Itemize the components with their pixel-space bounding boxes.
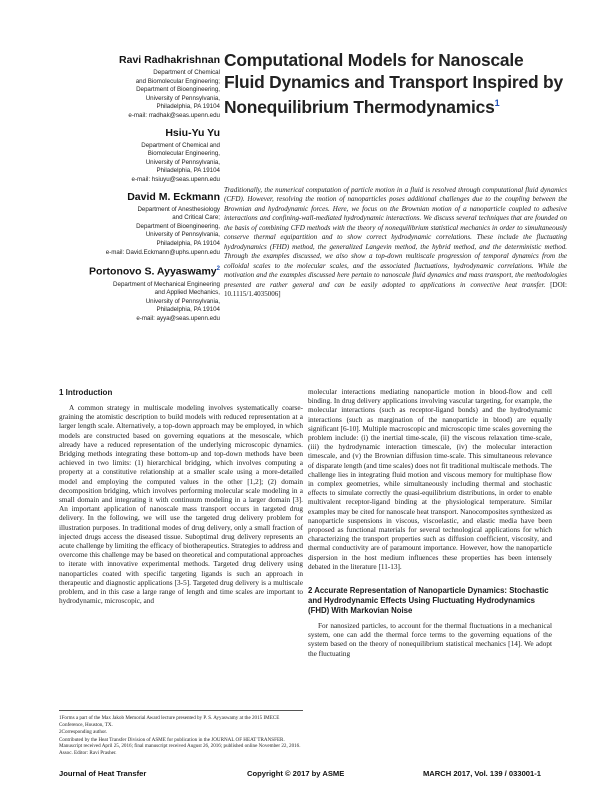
- affiliation-line: University of Pennsylvania,: [145, 231, 220, 239]
- copyright: Copyright © 2017 by ASME: [247, 769, 345, 778]
- body-column-right: [308, 388, 552, 659]
- affiliation-line: and Critical Care;: [172, 214, 220, 222]
- page-footer: [59, 768, 541, 780]
- affiliation-line: Department of Chemical: [153, 69, 220, 76]
- footnote: 1Forms a part of the Max Jakob Memorial Award lecture presented by P. S. Ayyaswamy at the 2015 IMECE Conference, Houston, TX.: [59, 715, 280, 728]
- paragraph: For nanosized particles, to account for the thermal fluctuations in a mechanical system, one can add the thermal force terms to the governing equations of the system based on the theory of nonequilibrium statistical mechanics [14]. We adopt the fluctuating: [308, 622, 552, 658]
- section-heading: 2 Accurate Representation of Nanoparticle Dynamics: Stochastic and Hydrodynamic Effects Using Fluctuating Hydrodynamics (FHD) With Markovian Noise: [308, 586, 549, 616]
- doi-link[interactable]: [DOI: 10.1115/1.4035006]: [224, 280, 567, 298]
- affiliation-line: Philadelphia, PA 19104: [156, 103, 220, 111]
- abstract: [224, 186, 567, 299]
- body-column-left: [59, 388, 303, 606]
- footnote: Contributed by the Heat Transfer Division of ASME for publication in the JOURNAL OF HEAT TRANSFER. Manuscript received April 25, 2016; final manuscript received August 26, 2016; published online November 22, 2016. Assoc. Editor: Ravi Prasher.: [59, 736, 301, 756]
- affiliation-line: Biomolecular Engineering,: [147, 150, 220, 158]
- author-block: [48, 127, 220, 185]
- paper-title: Computational Models for Nanoscale Fluid Dynamics and Transport Inspired by Nonequilibrium Thermodynamics$^1$: [224, 50, 563, 117]
- author-block: [48, 263, 220, 323]
- author-email: e-mail: David.Eckmann@uphs.upenn.edu: [105, 248, 220, 256]
- affiliation-line: Department of Bioengineering,: [136, 86, 220, 94]
- author-footnote-marker[interactable]: 2: [216, 266, 220, 273]
- author-block: [48, 54, 220, 121]
- author-email: e-mail: hsiuyu@seas.upenn.edu: [131, 175, 220, 183]
- affiliation-line: Department of Mechanical Engineering: [113, 280, 220, 288]
- journal-name: Journal of Heat Transfer: [59, 769, 147, 778]
- author-name: David M. Eckmann: [127, 190, 220, 203]
- affiliation-line: University of Pennsylvania,: [145, 94, 220, 102]
- affiliation-line: Department of Anesthesiology: [137, 205, 220, 213]
- affiliation-line: Philadelphia, PA 19104: [156, 239, 220, 247]
- section-heading: 1 Introduction: [59, 388, 113, 397]
- paragraph: molecular interactions mediating nanoparticle motion in blood-flow and cell binding. In drug delivery applications involving vascular targeting, for example, the molecular interactions (such as receptor-ligand bonds) and the hydrodynamic interactions (such as margination of the nanoparticle in blood) are equally significant [6-10]. Multiple macroscopic and microscopic time scales governing the problem include: (i) the inertial time-scale, (ii) the viscous relaxation time-scale, (iii) the hydrodynamic interaction timescale, (iv) the molecular interaction timescale, and (v) the Brownian diffusion time-scale. This simultaneous relevance of disparate length (and time scales) does not fit traditional multiscale methods. The challenge lies in integrating fluid motion and viscous memory for multiphase flow in complex geometries, while simultaneously including thermal and stochastic effects to simulate correctly the quasi-equilibrium distributions, in order to enable multivalent receptor-ligand binding at the physiological temperature. Similar examples may be cited for nanoscale heat transport. Nanocomposites synthesized as nanoparticle suspensions in viscous, viscoelastic, and elastic media have been proposed as functional materials for several technological applications for which characterizing the transport properties such as diffusion coefficient, viscosity, and thermal conductivity are of paramount importance. However, how the nanoparticle dispersion in the host medium influences these properties has been intensely debated in the literature [11-13].: [308, 388, 552, 571]
- affiliation-line: and Biomolecular Engineering;: [135, 77, 220, 85]
- affiliation-line: and Applied Mechanics,: [154, 289, 220, 297]
- author-name: Ravi Radhakrishnan: [119, 54, 220, 66]
- title-footnote-marker[interactable]: 1: [494, 98, 500, 108]
- affiliation-line: Department of Bioengineering,: [136, 222, 220, 230]
- author-name: Portonovo S. Ayyaswamy$^2$: [89, 265, 220, 278]
- abstract-text: Traditionally, the numerical computation of particle motion in a fluid is resolved through computational fluid dynamics (CFD). However, resolving the motion of nanoparticles poses additional challenges due to the coupling between the Brownian and hydrodynamic forces. Here, we focus on the Brownian motion of a nanoparticle coupled to adhesive interactions and confining-wall-mediated hydrodynamic interactions. We discuss several techniques that are founded on the basis of combining CFD methods with the theory of nonequilibrium statistical mechanics in order to simultaneously conserve thermal equipartition and to show correct hydrodynamic correlations. These include the fluctuating hydrodynamics (FHD) method, the generalized Langevin method, the hybrid method, and the deterministic method. Through the examples discussed, we also show a top-down multiscale progression of temporal dynamics from the colloidal scales to the molecular scales, and the associated fluctuations, hydrodynamic correlations. While the motivation and the examples discussed here pertain to nanoscale fluid dynamics and mass transport, the methodologies presented are rather general and can be easily adopted to applications in convective heat transfer.: [224, 186, 567, 289]
- affiliation-line: University of Pennsylvania,: [145, 158, 220, 166]
- affiliation-line: University of Pennsylvania,: [145, 297, 220, 305]
- author-email: e-mail: rradhak@seas.upenn.edu: [128, 111, 220, 119]
- paragraph: A common strategy in multiscale modeling involves systematically coarse-graining the atomistic description to build models with reduced representation at a larger length scale. Alternatively, a top-down approach may be employed, in which models are constructed based on governing equations at the mesoscale, which already have a reduced representation of the underlying microscopic dynamics. Bridging methods integrating these bottom-up and top-down methods have been achieved in two limits: (1) hierarchical bridging, which involves computing a property at a constitutive relationship at a smaller scale using a more-detailed model and employing the computed values in the other [1,2]; (2) domain decomposition bridging, which involves performing molecular scale modeling in a small domain and integrating it with continuum modeling in a larger domain [3]. An important application of nanoscale mass transport occurs in targeted drug delivery. In the following, we will use the targeted drug delivery problem for illustration purposes. In traditional modes of drug delivery, only a small fraction of injected drugs access the diseased tissue. Suboptimal drug delivery represents an acute challenge by limiting the efficacy of biotherapeutics. Strategies to address and overcome this challenge may be based on theoretical and computational approaches to iterate with innovative experimental methods. Targeted drug delivery using nanoparticles coated with specific targeting ligands is such an approach in therapeutic and diagnostic applications [3-5]. Targeted drug delivery is a multiscale problem, and in this case a large range of length and time scales are important to hydrodynamic, microscopic, and: [59, 404, 303, 606]
- author-list: [48, 54, 220, 330]
- author-email: e-mail: ayya@seas.upenn.edu: [136, 314, 220, 322]
- affiliation-line: Philadelphia, PA 19104: [156, 167, 220, 175]
- issue-info: MARCH 2017, Vol. 139 / 033001-1: [422, 769, 541, 778]
- affiliation-line: Department of Chemical and: [141, 141, 220, 149]
- footnotes: [59, 710, 303, 757]
- author-name: Hsiu-Yu Yu: [165, 126, 220, 139]
- footnote: 2Corresponding author.: [59, 729, 108, 735]
- author-block: [48, 191, 220, 258]
- affiliation-line: Philadelphia, PA 19104: [156, 306, 220, 314]
